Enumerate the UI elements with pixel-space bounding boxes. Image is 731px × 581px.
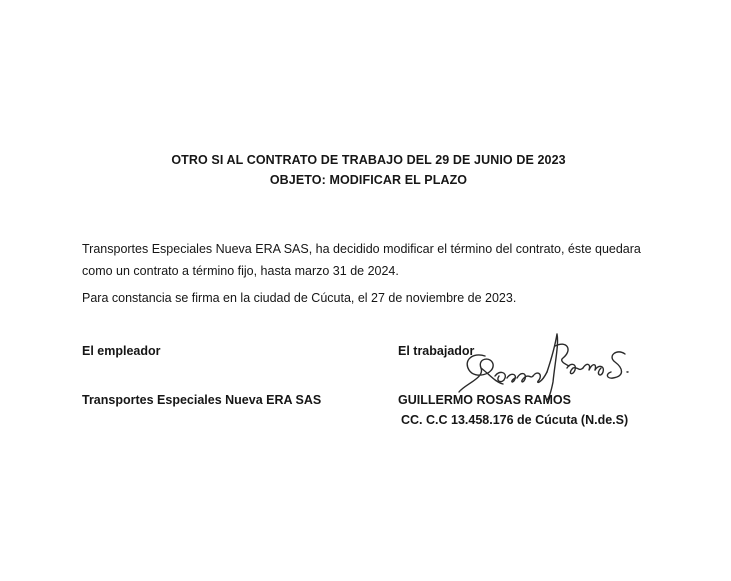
worker-name: GUILLERMO ROSAS RAMOS — [398, 393, 571, 407]
worker-label: El trabajador — [398, 344, 475, 358]
employer-name: Transportes Especiales Nueva ERA SAS — [82, 393, 322, 407]
employer-label: El empleador — [82, 344, 161, 358]
contract-paragraph — [82, 238, 682, 282]
worker-id: CC. C.C 13.458.176 de Cúcuta (N.de.S) — [401, 413, 629, 427]
document-title: OTRO SI AL CONTRATO DE TRABAJO DEL 29 DE JUNIO DE 2023 — [171, 153, 566, 167]
contract-paragraph-line-2: como un contrato a término fijo, hasta marzo 31 de 2024. — [82, 264, 399, 278]
contract-paragraph-line-1: Transportes Especiales Nueva ERA SAS, ha decidido modificar el término del contrato, éste quedara — [82, 242, 641, 256]
document-subtitle: OBJETO: MODIFICAR EL PLAZO — [269, 173, 468, 187]
signing-statement: Para constancia se firma en la ciudad de Cúcuta, el 27 de noviembre de 2023. — [82, 291, 517, 305]
